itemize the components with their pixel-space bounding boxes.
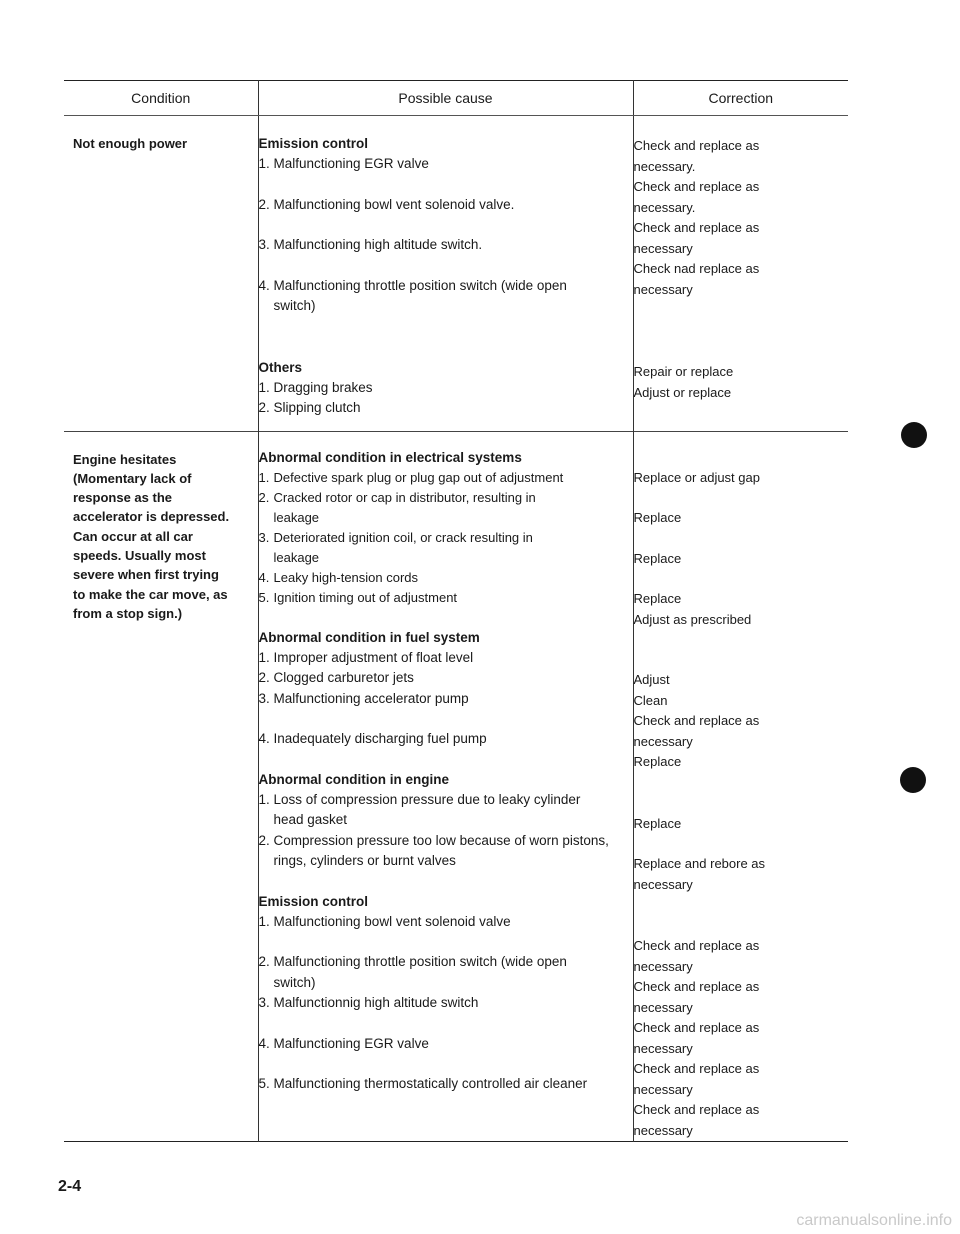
table-row xyxy=(64,116,848,432)
correction-item: Replace xyxy=(633,754,682,769)
possible-cause-cell xyxy=(258,116,633,432)
list-item: 4. Malfunctioning EGR valve xyxy=(258,1035,429,1051)
correction-item: Check nad replace as necessary xyxy=(633,261,760,297)
correction-item: Check and replace as necessary xyxy=(633,1102,760,1138)
condition-cell xyxy=(64,116,258,432)
list-item: 3. Malfunctionnig high altitude switch xyxy=(258,995,479,1010)
list-item: 1. Defective spark plug or plug gap out of adjustment xyxy=(258,469,564,485)
list-item: 3. Malfunctioning accelerator pump xyxy=(258,690,469,706)
correction-item: Repair or replace xyxy=(633,364,734,379)
group-title: Emission control xyxy=(258,136,369,151)
header-condition: Condition xyxy=(64,81,258,116)
list-item: 2. Compression pressure too low because of worn pistons, rings, cylinders or burnt valves xyxy=(258,832,609,868)
correction-item: Check and replace as necessary xyxy=(633,220,760,256)
correction-item: Check and replace as necessary xyxy=(633,938,760,974)
condition-cell xyxy=(64,431,258,1142)
group-title: Emission control xyxy=(258,893,369,909)
correction-item: Check and replace as necessary xyxy=(633,713,760,749)
list-item: 1. Loss of compression pressure due to leaky cylinder head gasket xyxy=(258,791,581,827)
watermark: carmanualsonline.info xyxy=(796,1212,952,1229)
correction-item: Replace or adjust gap xyxy=(633,469,760,485)
correction-cell xyxy=(633,116,848,432)
header-correction: Correction xyxy=(633,81,848,116)
correction-item: Replace xyxy=(633,591,682,606)
group-title: Abnormal condition in engine xyxy=(258,771,449,787)
header-possible-cause: Possible cause xyxy=(258,81,633,116)
list-item: 1. Dragging brakes xyxy=(258,379,373,395)
correction-item: Adjust as prescribed xyxy=(633,611,752,627)
table-header-row xyxy=(64,81,848,116)
list-item: 5. Ignition timing out of adjustment xyxy=(258,589,458,605)
condition-text: Engine hesitates (Momentary lack of response as the accelerator is depressed. Can occur at all car speeds. Usually most severe when first trying to make the car move, as from a stop sign.) xyxy=(73,451,230,621)
list-item: 2. Slipping clutch xyxy=(258,400,361,415)
page-number: 2-4 xyxy=(58,1178,82,1195)
list-item: 4. Leaky high-tension cords xyxy=(258,569,419,585)
correction-cell xyxy=(633,431,848,1142)
troubleshooting-table xyxy=(64,80,848,1142)
list-item: 1. Malfunctioning EGR valve xyxy=(258,156,429,171)
list-item: 2. Cracked rotor or cap in distributor, resulting in leakage xyxy=(258,489,536,525)
correction-item: Check and replace as necessary. xyxy=(633,138,760,174)
table-row xyxy=(64,431,848,1142)
correction-item: Clean xyxy=(633,692,668,708)
list-item: 2. Malfunctioning throttle position switch (wide open switch) xyxy=(258,954,567,990)
possible-cause-cell xyxy=(258,431,633,1142)
correction-item: Adjust or replace xyxy=(633,384,732,400)
list-item: 3. Malfunctioning high altitude switch. xyxy=(258,237,483,252)
correction-item: Replace xyxy=(633,510,682,525)
condition-text: Not enough power xyxy=(73,136,188,151)
list-item: 1. Malfunctioning bowl vent solenoid valve xyxy=(258,913,511,929)
list-item: 4. Malfunctioning throttle position switch (wide open switch) xyxy=(258,277,567,313)
punch-hole-bottom xyxy=(900,767,926,793)
list-item: 2. Clogged carburetor jets xyxy=(258,670,414,685)
list-item: 5. Malfunctioning thermostatically controlled air cleaner xyxy=(258,1076,588,1091)
group-title: Abnormal condition in fuel system xyxy=(258,629,480,645)
group-title: Abnormal condition in electrical systems xyxy=(258,449,522,465)
correction-item: Replace xyxy=(633,550,682,566)
correction-item: Replace and rebore as necessary xyxy=(633,856,766,892)
list-item: 1. Improper adjustment of float level xyxy=(258,649,474,665)
correction-item: Check and replace as necessary xyxy=(633,1020,760,1056)
punch-hole-top xyxy=(901,422,927,448)
group-title: Others xyxy=(258,359,303,375)
correction-item: Replace xyxy=(633,815,682,831)
correction-item: Adjust xyxy=(633,672,670,687)
list-item: 4. Inadequately discharging fuel pump xyxy=(258,731,487,746)
correction-item: Check and replace as necessary. xyxy=(633,179,760,215)
correction-item: Check and replace as necessary xyxy=(633,1061,760,1097)
correction-item: Check and replace as necessary xyxy=(633,979,760,1015)
list-item: 2. Malfunctioning bowl vent solenoid valve. xyxy=(258,196,515,212)
list-item: 3. Deteriorated ignition coil, or crack resulting in leakage xyxy=(258,529,533,565)
